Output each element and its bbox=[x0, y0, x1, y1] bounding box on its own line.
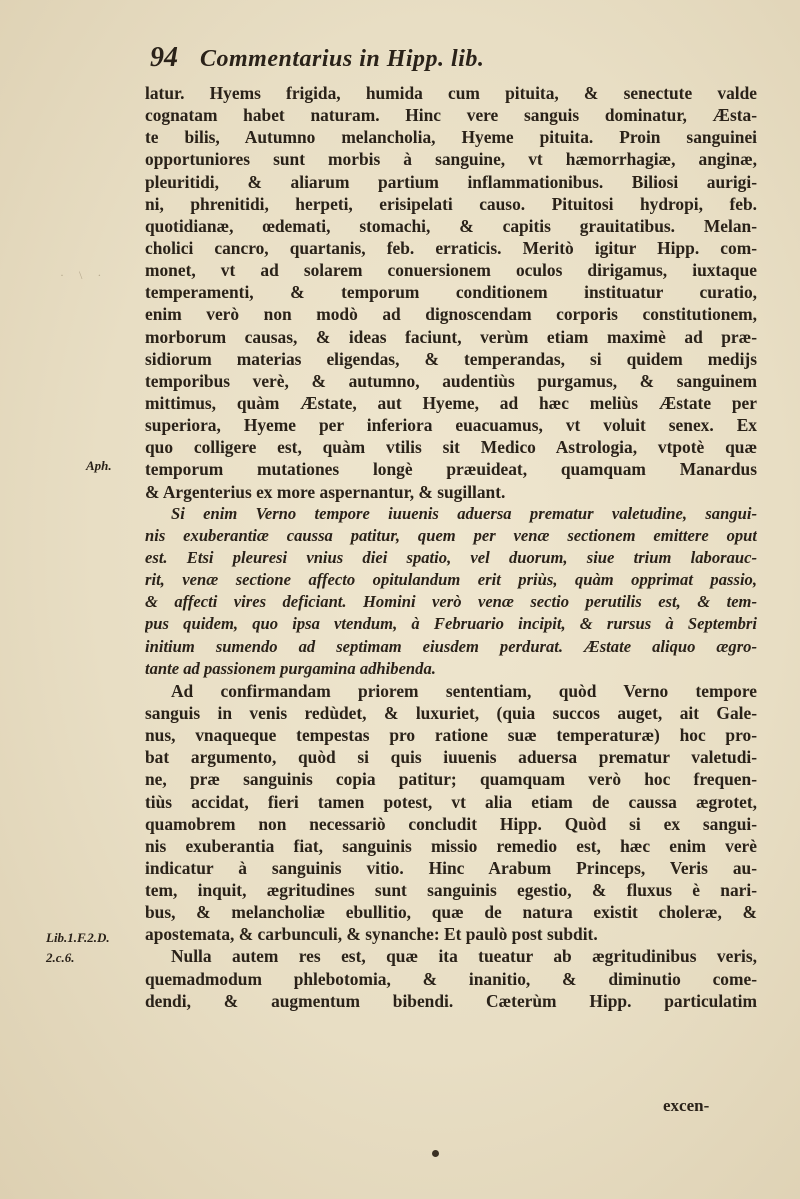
text-line: pleuritidi, & aliarum partium inflammationibus. Biliosi aurigi- bbox=[145, 171, 757, 192]
catchword: excen- bbox=[663, 1096, 710, 1115]
text-line: nus, vnaqueque tempestas pro ratione suæ temperaturæ) hoc pro- bbox=[145, 725, 757, 746]
bleed-through-mark: · \ · bbox=[60, 268, 108, 282]
text-line: ni, phrenitidi, herpeti, erisipelati causo. Pituitosi hydropi, feb. bbox=[145, 193, 757, 214]
text-line: Ad confirmandam priorem sententiam, quòd Verno tempore bbox=[171, 680, 757, 701]
italic-quote-line: tante ad passionem purgamina adhibenda. bbox=[145, 658, 436, 678]
italic-quote-line: rit, venæ sectione affecto opitulandum erit priùs, quàm opprimat passio, bbox=[145, 570, 757, 590]
text-line: morborum causas, & ideas faciunt, verùm etiam maximè ad præ- bbox=[145, 326, 757, 347]
margin-note-aph: Aph. bbox=[86, 458, 112, 473]
text-line: superiora, Hyeme per inferiora euacuamus, vt voluit senex. Ex bbox=[145, 415, 757, 436]
page-header bbox=[150, 42, 710, 82]
body-text bbox=[145, 82, 757, 1012]
ink-spot bbox=[432, 1150, 439, 1157]
text-line: bat argumento, quòd si quis iuuenis aduersa prematur valetudi- bbox=[145, 747, 757, 768]
margin-note-lib-line1: Lib.1.F.2.D. bbox=[46, 930, 110, 945]
text-line: monet, vt ad solarem conuersionem oculos dirigamus, iuxtaque bbox=[145, 260, 757, 281]
italic-quote-line: pus quidem, quo ipsa vtendum, à Februario incipit, & rursus à Septembri bbox=[145, 614, 757, 634]
text-line: bus, & melancholiæ ebullitio, quæ de natura existit choleræ, & bbox=[145, 902, 757, 923]
italic-quote-line: & affecti vires deficiant. Homini verò venæ sectio perutilis est, & tem- bbox=[145, 592, 757, 612]
italic-quote-line: est. Etsi pleuresi vnius diei spatio, vel duorum, siue trium laborauc- bbox=[145, 547, 757, 567]
italic-quote-line: nis exuberantiæ caussa patitur, quem per venæ sectionem emittere oput bbox=[145, 525, 757, 545]
italic-quote-line: initium sumendo ad septimam eiusdem perdurat. Æstate aliquo ægro- bbox=[145, 636, 757, 656]
text-line: Nulla autem res est, quæ ita tueatur ab ægritudinibus veris, bbox=[171, 946, 757, 967]
margin-note-lib-line2: 2.c.6. bbox=[46, 950, 75, 965]
text-line: tem, inquit, ægritudines sunt sanguinis egestio, & fluxus è nari- bbox=[145, 880, 757, 901]
text-line: dendi, & augmentum bibendi. Cæterùm Hipp. particulatim bbox=[145, 990, 757, 1011]
text-line: mittimus, quàm Æstate, aut Hyeme, ad hæc meliùs Æstate per bbox=[145, 392, 757, 413]
page-number: 94 bbox=[150, 42, 178, 73]
text-line: quotidianæ, œdemati, stomachi, & capitis grauitatibus. Melan- bbox=[145, 215, 757, 236]
text-line: temporum mutationes longè præuideat, quamquam Manardus bbox=[145, 459, 757, 480]
text-line: quo colligere est, quàm vtilis sit Medico Astrologia, vtpotè quæ bbox=[145, 437, 757, 458]
text-line: tiùs accidat, fieri tamen potest, vt alia etiam de caussa ægrotet, bbox=[145, 791, 757, 812]
text-line: sanguis in venis redùdet, & luxuriet, (quia succos auget, ait Gale- bbox=[145, 702, 757, 723]
text-line: quemadmodum phlebotomia, & inanitio, & diminutio come- bbox=[145, 968, 757, 989]
text-line: temporibus verè, & autumno, audentiùs purgamus, & sanguinem bbox=[145, 370, 757, 391]
text-line: nis exuberantia fiat, sanguinis missio remedio est, hæc enim verè bbox=[145, 835, 757, 856]
text-line: latur. Hyems frigida, humida cum pituita, & senectute valde bbox=[145, 83, 757, 103]
text-line: ne, præ sanguinis copia patitur; quamquam verò hoc frequen- bbox=[145, 769, 757, 790]
text-line: sidiorum materias eligendas, & temperandas, si quidem medijs bbox=[145, 348, 757, 369]
running-title: Commentarius in Hipp. lib. bbox=[200, 46, 485, 72]
italic-quote-line: Si enim Verno tempore iuuenis aduersa prematur valetudine, sangui- bbox=[171, 503, 757, 523]
text-line: apostemata, & carbunculi, & synanche: Et paulò post subdit. bbox=[145, 924, 598, 945]
text-line: enim verò non modò ad dignoscendam corporis constitutionem, bbox=[145, 304, 757, 325]
text-line: quamobrem non necessariò concludit Hipp. Quòd si ex sangui- bbox=[145, 813, 757, 834]
text-line: te bilis, Autumno melancholia, Hyeme pituita. Proin sanguinei bbox=[145, 127, 757, 148]
text-line: temperamenti, & temporum conditionem instituatur curatio, bbox=[145, 282, 757, 303]
margin-note-lib bbox=[46, 928, 110, 968]
text-line: cholici cancro, quartanis, feb. erraticis. Meritò igitur Hipp. com- bbox=[145, 237, 757, 258]
text-line: indicatur à sanguinis vitio. Hinc Arabum Princeps, Veris au- bbox=[145, 857, 757, 878]
text-line: & Argenterius ex more aspernantur, & sugillant. bbox=[145, 481, 506, 502]
text-line: cognatam habet naturam. Hinc vere sanguis dominatur, Æsta- bbox=[145, 105, 757, 126]
text-line: opportuniores sunt morbis à sanguine, vt hæmorrhagiæ, anginæ, bbox=[145, 149, 757, 170]
